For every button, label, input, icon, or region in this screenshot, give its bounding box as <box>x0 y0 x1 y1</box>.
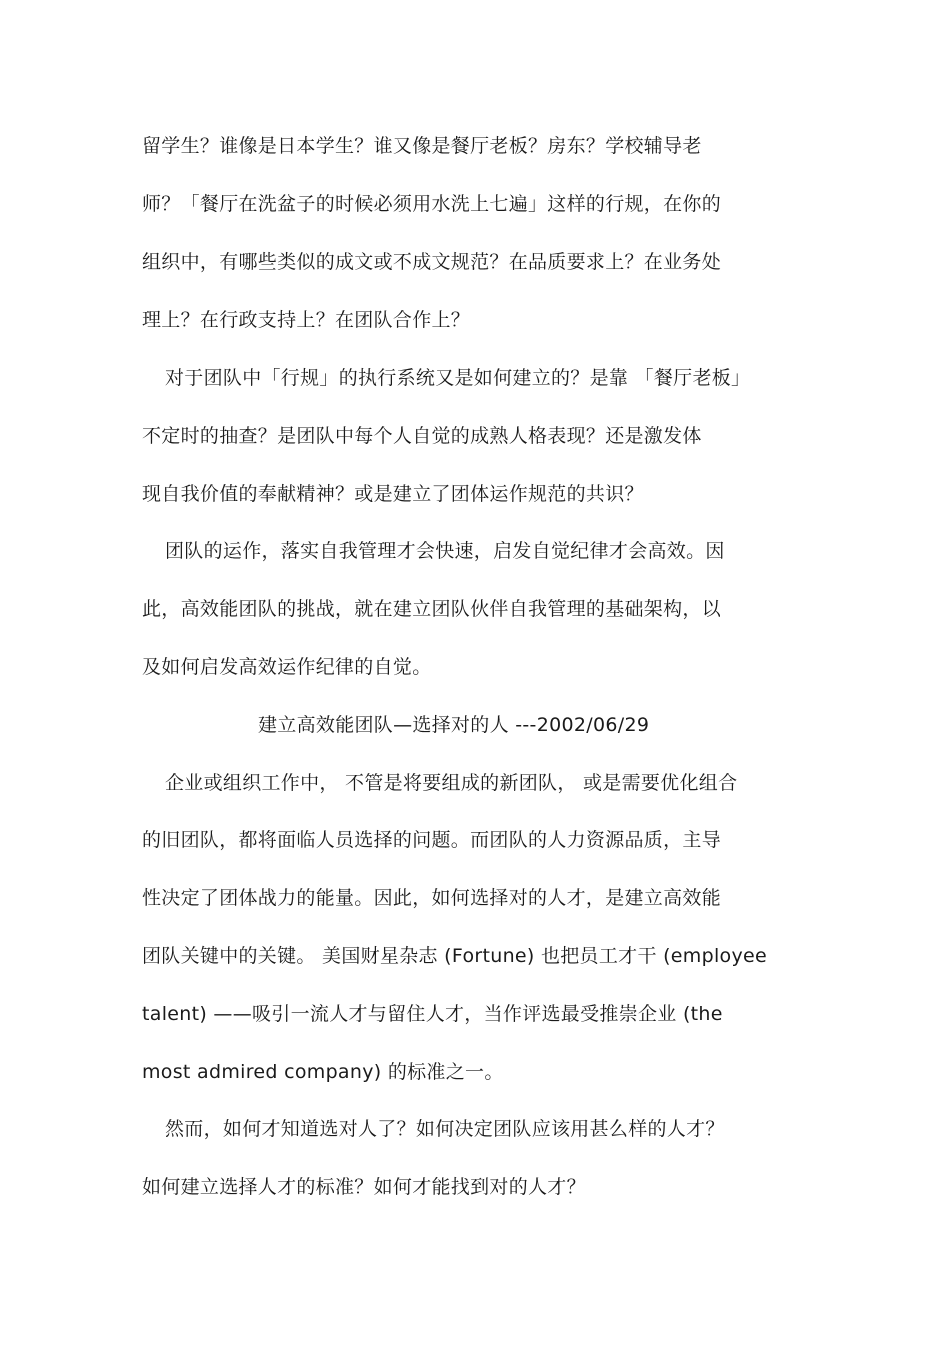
text-line-2: 师？「餐厅在洗盆子的时候必须用水洗上七遍」这样的行规，在你的 <box>142 193 722 215</box>
text-line-19: 如何建立选择人才的标准？如何才能找到对的人才？ <box>142 1176 586 1198</box>
text-line-6: 不定时的抽查？是团队中每个人自觉的成熟人格表现？还是激发体 <box>142 425 702 447</box>
text-line-7: 现自我价值的奉献精神？或是建立了团体运作规范的共识？ <box>142 483 644 505</box>
text-line-5: 对于团队中「行规」的执行系统又是如何建立的？是靠 「餐厅老板」 <box>165 367 751 389</box>
text-line-15: 团队关键中的关键。 美国财星杂志 (Fortune) 也把员工才干 (employee <box>142 945 767 967</box>
text-line-3: 组织中，有哪些类似的成文或不成文规范？在品质要求上？在业务处 <box>142 251 722 273</box>
text-line-8: 团队的运作，落实自我管理才会快速，启发自觉纪律才会高效。因 <box>165 540 725 562</box>
text-line-13: 的旧团队，都将面临人员选择的问题。而团队的人力资源品质，主导 <box>142 829 722 851</box>
text-line-16: talent) ——吸引一流人才与留住人才，当作评选最受推崇企业 (the <box>142 1003 723 1025</box>
text-line-14: 性决定了团体战力的能量。因此，如何选择对的人才，是建立高效能 <box>142 887 722 909</box>
text-line-10: 及如何启发高效运作纪律的自觉。 <box>142 656 432 678</box>
text-line-1: 留学生？谁像是日本学生？谁又像是餐厅老板？房东？学校辅导老 <box>142 135 702 157</box>
text-line-4: 理上？在行政支持上？在团队合作上？ <box>142 309 471 331</box>
text-line-18: 然而，如何才知道选对人了？如何决定团队应该用甚么样的人才？ <box>165 1118 725 1140</box>
text-line-9: 此，高效能团队的挑战，就在建立团队伙伴自我管理的基础架构，以 <box>142 598 722 620</box>
text-line-17: most admired company) 的标准之一。 <box>142 1061 504 1083</box>
section-heading: 建立高效能团队—选择对的人 ---2002/06/29 <box>258 714 650 736</box>
text-line-12: 企业或组织工作中， 不管是将要组成的新团队， 或是需要优化组合 <box>165 772 738 794</box>
